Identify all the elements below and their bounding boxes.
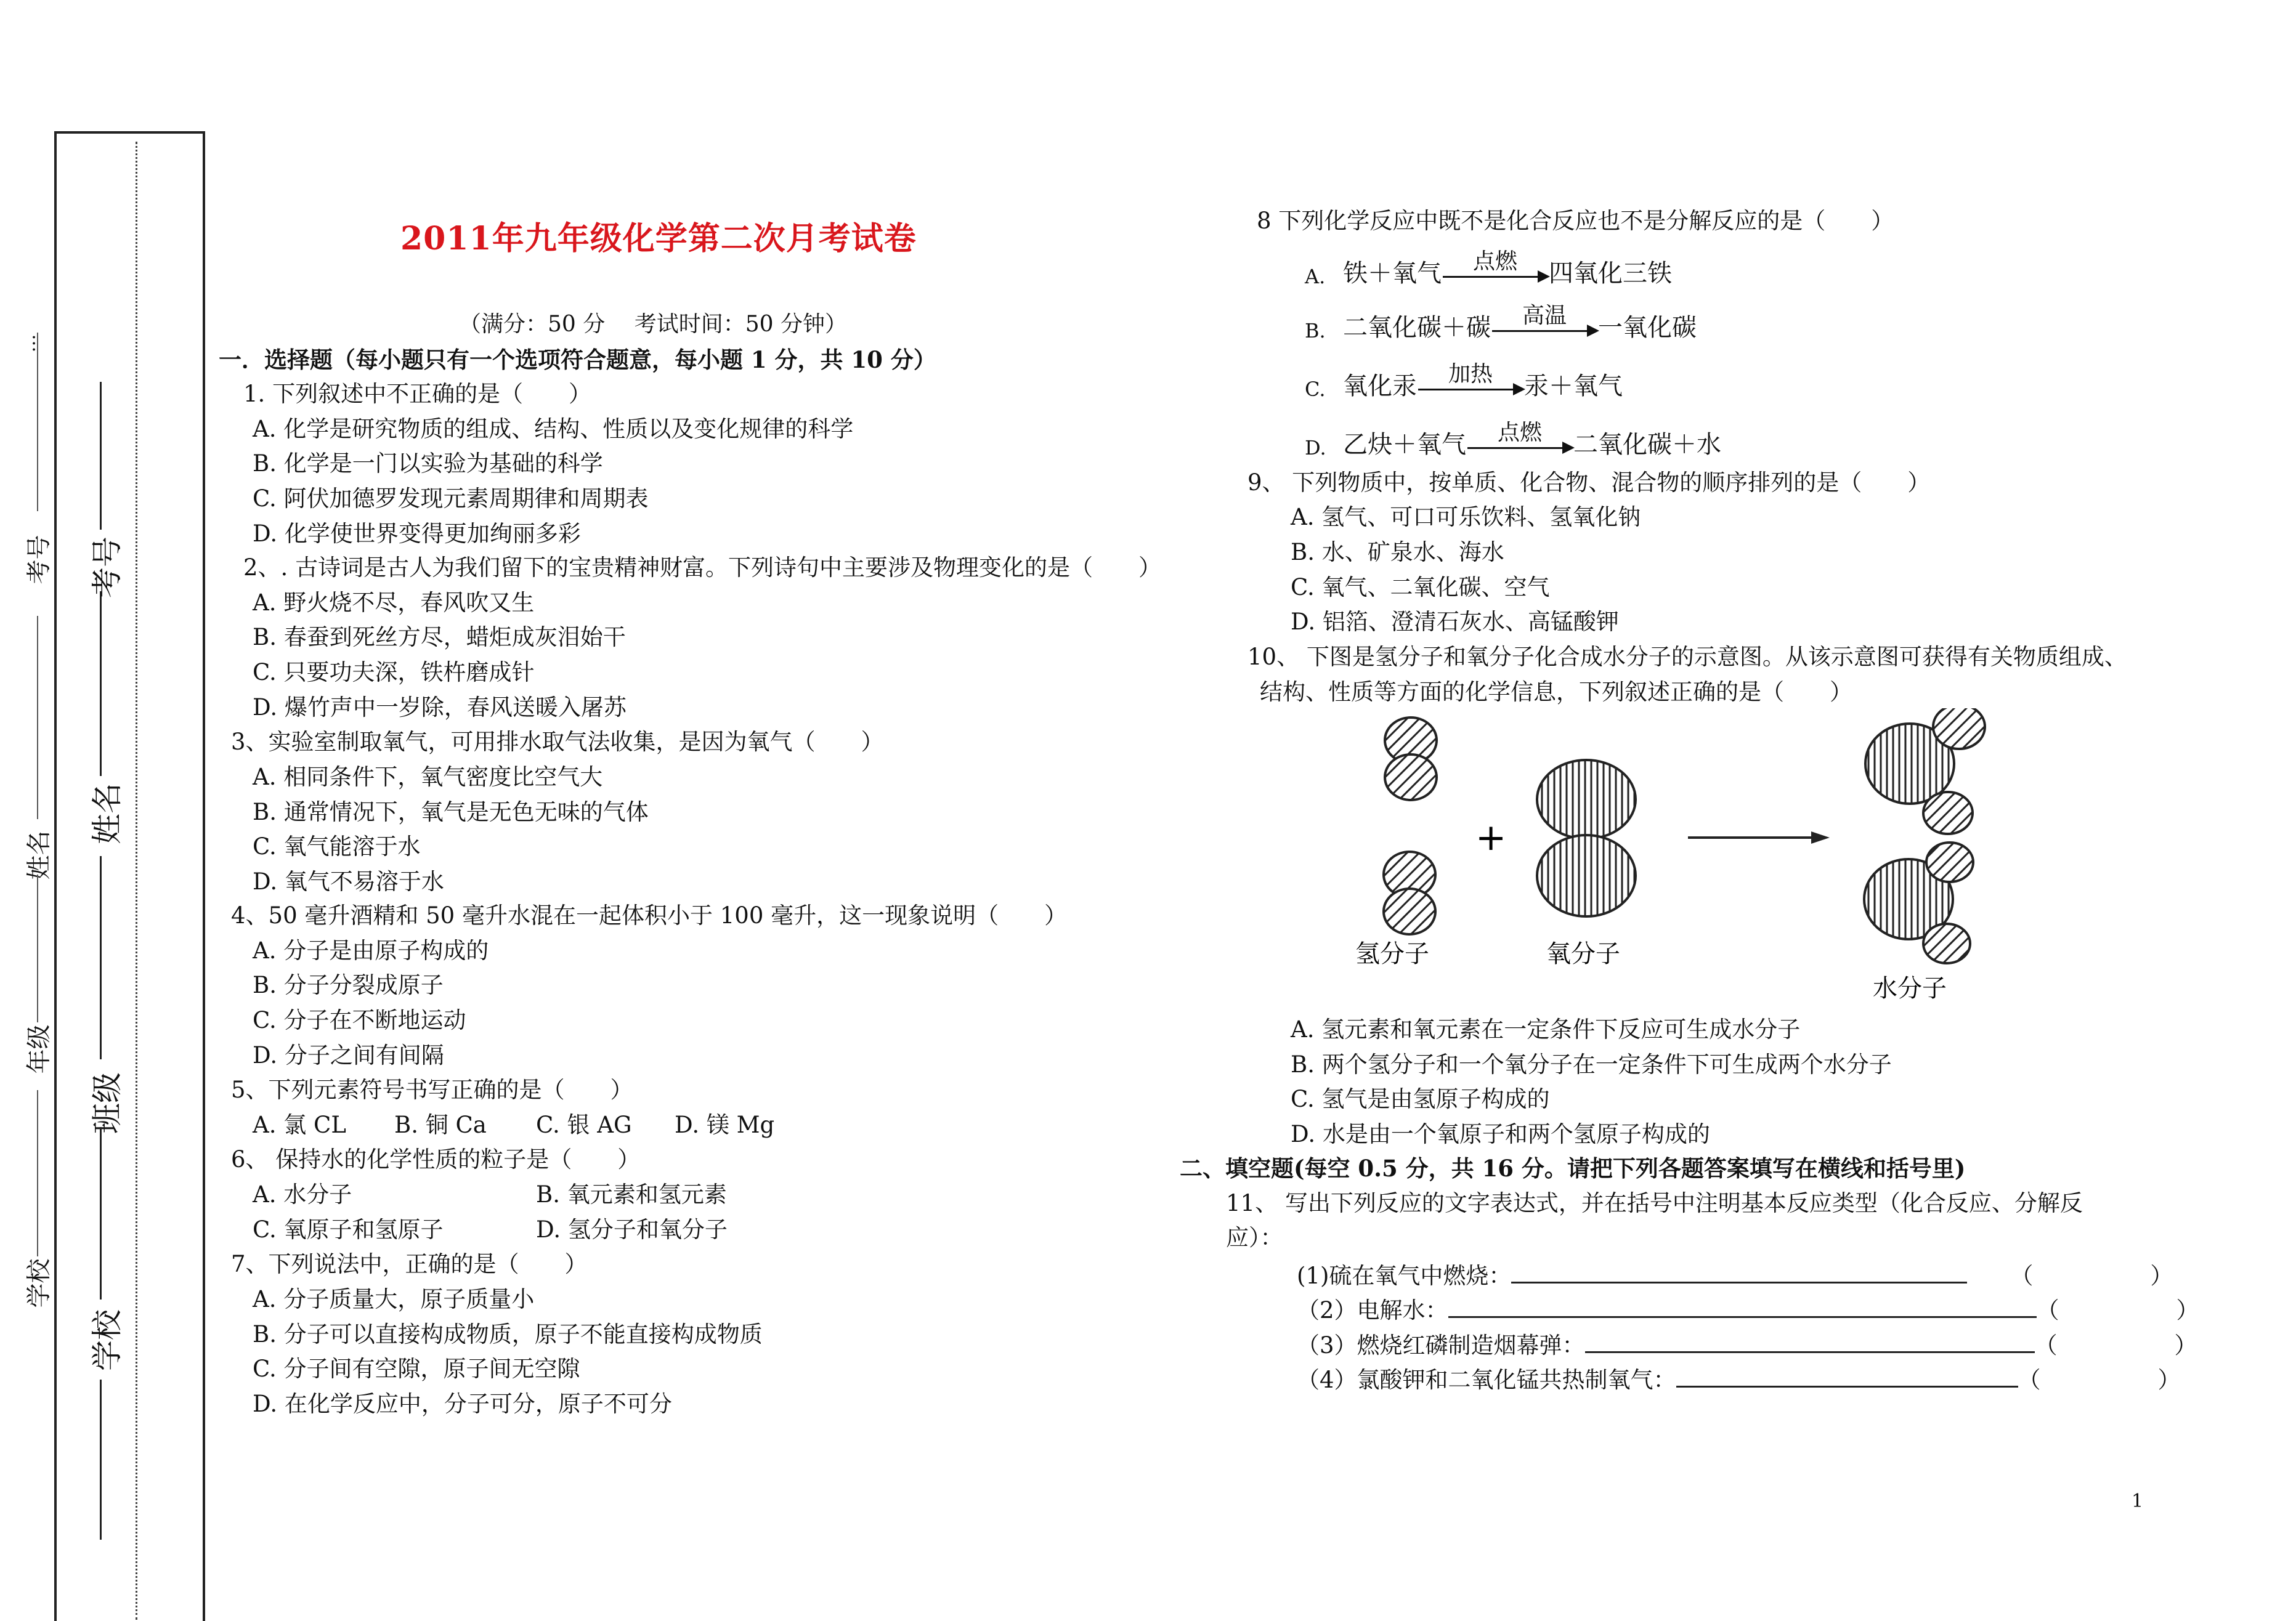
q7-stem: 7、下列说法中，正确的是（ ） [231, 1251, 588, 1277]
q4-option-c[interactable]: C. 分子在不断地运动 [253, 1007, 466, 1033]
q8-option-d-products: 二氧化碳＋水 [1573, 431, 1721, 459]
fill-line-name-small [37, 616, 38, 819]
page-title: 2011年九年级化学第二次月考试卷 [400, 220, 917, 257]
q5-option-d[interactable]: D. 镁 Mg [675, 1112, 775, 1138]
q3-stem: 3、实验室制取氧气，可用排水取气法收集，是因为氧气（ ） [231, 729, 884, 755]
q3-option-c[interactable]: C. 氧气能溶于水 [253, 833, 421, 860]
section1-heading: 一．选择题（每小题只有一个选项符合题意，每小题 1 分，共 10 分） [219, 346, 936, 373]
q11-item-1-answer-blank[interactable] [1511, 1259, 1967, 1283]
q6-option-a[interactable]: A. 水分子 [253, 1181, 352, 1208]
q8-option-a-condition: 点燃 [1472, 249, 1517, 274]
label-water-molecule: 水分子 [1873, 974, 1947, 1003]
q5-stem: 5、下列元素符号书写正确的是（ ） [231, 1077, 633, 1103]
q3-option-d[interactable]: D. 氧气不易溶于水 [253, 868, 444, 895]
q4-option-d[interactable]: D. 分子之间有间隔 [253, 1042, 444, 1069]
q11-item-3 [1297, 1329, 2197, 1359]
q9-stem: 9、 下列物质中，按单质、化合物、混合物的顺序排列的是（ ） [1247, 469, 1931, 496]
q3-option-b[interactable]: B. 通常情况下，氧气是无色无味的气体 [253, 799, 649, 825]
q11-item-1-paren-close: ） [2150, 1263, 2173, 1289]
q2-option-c[interactable]: C. 只要功夫深，铁杵磨成针 [253, 659, 535, 685]
q6-option-d[interactable]: D. 氢分子和氧分子 [536, 1216, 728, 1243]
q10-option-a[interactable]: A. 氢元素和氧元素在一定条件下反应可生成水分子 [1291, 1016, 1801, 1043]
label-school-small: 学校 [25, 1258, 54, 1308]
q11-item-3-paren-open: （ [2034, 1332, 2058, 1359]
q11-item-2-paren-close: ） [2176, 1297, 2199, 1324]
label-school: 学校 [89, 1309, 125, 1371]
q11-stem-line1: 11、 写出下列反应的文字表达式，并在括号中注明基本反应类型（化合反应、分解反 [1226, 1190, 2083, 1216]
label-exam-number-small: 考号 [25, 535, 54, 584]
q1-option-a[interactable]: A. 化学是研究物质的组成、结构、性质以及变化规律的科学 [253, 416, 854, 442]
q2-option-d[interactable]: D. 爆竹声中一岁除，春风送暖入屠苏 [253, 694, 627, 721]
q9-option-c[interactable]: C. 氧气、二氧化碳、空气 [1291, 574, 1550, 600]
label-exam-number: 考号 [89, 536, 125, 598]
page-number: 1 [2132, 1490, 2144, 1512]
q6-option-b[interactable]: B. 氧元素和氢元素 [536, 1181, 727, 1208]
q11-item-1 [1297, 1259, 2173, 1290]
fill-line-school-small [37, 1090, 38, 1256]
q8-option-a-products: 四氧化三铁 [1549, 259, 1672, 288]
fill-line-school-a[interactable] [100, 1127, 102, 1300]
q2-option-b[interactable]: B. 春蚕到死丝方尽，蜡炬成灰泪始干 [253, 624, 626, 650]
q11-item-2-paren-open: （ [2036, 1297, 2059, 1324]
q9-option-a[interactable]: A. 氢气、可口可乐饮料、氢氧化钠 [1291, 504, 1641, 530]
q7-option-b[interactable]: B. 分子可以直接构成物质，原子不能直接构成物质 [253, 1321, 763, 1348]
label-name-small: 姓名 [25, 830, 54, 880]
q10-stem-line2: 结构、性质等方面的化学信息，下列叙述正确的是（ ） [1260, 679, 1852, 705]
q8-option-c-products: 汞＋氧气 [1524, 372, 1623, 400]
q8-option-a[interactable] [1305, 249, 1672, 289]
q11-item-2-label: （2）电解水： [1297, 1297, 1448, 1324]
section2-heading: 二、填空题(每空 0.5 分，共 16 分。请把下列各题答案填写在横线和括号里) [1180, 1155, 1966, 1182]
q11-item-3-paren-close: ） [2174, 1332, 2197, 1359]
label-class: 班级 [89, 1072, 125, 1134]
hydrogen-molecule-icon [1384, 852, 1435, 934]
q8-option-d-reactants: 乙炔＋氧气 [1343, 431, 1466, 459]
q8-option-b-reactants: 二氧化碳＋碳 [1343, 313, 1491, 342]
q11-item-2-answer-blank[interactable] [1448, 1294, 2037, 1318]
q8-stem: 8 下列化学反应中既不是化合反应也不是分解反应的是（ ） [1257, 208, 1894, 234]
q11-item-4-paren-open: （ [2018, 1367, 2041, 1393]
q4-option-b[interactable]: B. 分子分裂成原子 [253, 972, 444, 998]
binding-strip [54, 131, 205, 1621]
fill-line-exam-number-small [37, 333, 38, 511]
q8-option-c-letter: C. [1305, 378, 1326, 401]
q8-option-d-condition: 点燃 [1497, 420, 1542, 445]
q10-option-d[interactable]: D. 水是由一个氧原子和两个氢原子构成的 [1291, 1121, 1710, 1147]
q9-option-b[interactable]: B. 水、矿泉水、海水 [1291, 539, 1504, 565]
q7-option-c[interactable]: C. 分子间有空隙，原子间无空隙 [253, 1356, 580, 1382]
reaction-arrow-icon [1467, 420, 1572, 458]
q6-option-c[interactable]: C. 氧原子和氢原子 [253, 1216, 444, 1243]
q10-option-c[interactable]: C. 氢气是由氢原子构成的 [1291, 1086, 1550, 1112]
q2-stem: 2、. 古诗词是古人为我们留下的宝贵精神财富。下列诗句中主要涉及物理变化的是（ ） [243, 554, 1162, 581]
q9-option-d[interactable]: D. 铝箔、澄清石灰水、高锰酸钾 [1291, 608, 1619, 635]
q4-option-a[interactable]: A. 分子是由原子构成的 [253, 937, 489, 964]
reaction-arrow-icon [1418, 362, 1523, 400]
q5-option-b[interactable]: B. 铜 Ca [394, 1112, 487, 1138]
label-oxygen-molecule: 氧分子 [1546, 940, 1620, 968]
water-molecule-icon [1865, 708, 1985, 834]
q2-option-a[interactable]: A. 野火烧不尽，春风吹又生 [253, 589, 535, 616]
q11-item-4-paren-close: ） [2157, 1367, 2181, 1393]
q7-option-a[interactable]: A. 分子质量大，原子质量小 [253, 1286, 535, 1312]
q10-stem-line1: 10、 下图是氢分子和氧分子化合成水分子的示意图。从该示意图可获得有关物质组成、 [1247, 644, 2127, 670]
q11-item-4-answer-blank[interactable] [1676, 1364, 2018, 1388]
q8-option-b-letter: B. [1305, 319, 1326, 342]
q1-option-d[interactable]: D. 化学使世界变得更加绚丽多彩 [253, 520, 581, 547]
q5-option-c[interactable]: C. 银 AG [536, 1112, 632, 1138]
q6-stem: 6、 保持水的化学性质的粒子是（ ） [231, 1146, 641, 1173]
water-molecule-icon [1864, 843, 1973, 963]
label-dots: … [18, 334, 40, 353]
q7-option-d[interactable]: D. 在化学反应中，分子可分，原子不可分 [253, 1391, 672, 1417]
fill-line-grade-small [37, 875, 38, 1022]
q11-item-1-paren-open: （ [2010, 1263, 2034, 1289]
q11-item-4-label: （4）氯酸钾和二氧化锰共热制氧气： [1297, 1367, 1676, 1393]
reaction-arrow-icon [1688, 831, 1830, 844]
q8-option-c-condition: 加热 [1448, 362, 1493, 387]
fill-line-class[interactable] [100, 856, 102, 1059]
molecule-diagram [1343, 708, 2236, 1004]
q5-option-a[interactable]: A. 氯 CL [253, 1112, 346, 1138]
q8-option-d[interactable] [1305, 420, 1721, 460]
q11-item-3-answer-blank[interactable] [1585, 1329, 2035, 1353]
q10-option-b[interactable]: B. 两个氢分子和一个氧分子在一定条件下可生成两个水分子 [1291, 1051, 1892, 1078]
dotted-cut-line [136, 142, 137, 1620]
fill-line-name[interactable] [100, 591, 102, 776]
q8-option-a-letter: A. [1305, 265, 1326, 288]
q8-option-b[interactable] [1305, 303, 1697, 343]
label-name: 姓名 [89, 783, 125, 844]
q11-stem-line2: 应）： [1226, 1224, 1283, 1251]
oxygen-molecule-icon [1537, 760, 1636, 916]
hydrogen-molecule-icon [1385, 718, 1437, 800]
q11-item-1-label: (1)硫在氧气中燃烧： [1297, 1263, 1512, 1289]
fill-line-exam-number[interactable] [100, 382, 102, 530]
q11-item-2 [1297, 1294, 2199, 1324]
label-hydrogen-molecule: 氢分子 [1355, 940, 1429, 968]
q8-option-a-reactants: 铁＋氧气 [1343, 259, 1442, 288]
q11-item-4 [1297, 1364, 2181, 1394]
q8-option-c-reactants: 氧化汞 [1343, 372, 1417, 400]
reaction-arrow-icon [1492, 303, 1597, 341]
reaction-arrow-icon [1443, 249, 1548, 287]
q11-item-3-label: （3）燃烧红磷制造烟幕弹： [1297, 1332, 1585, 1359]
q8-option-b-condition: 高温 [1522, 303, 1567, 328]
q3-option-a[interactable]: A. 相同条件下，氧气密度比空气大 [253, 764, 603, 790]
q8-option-d-letter: D. [1305, 436, 1326, 459]
q1-stem: 1. 下列叙述中不正确的是（ ） [243, 381, 592, 407]
q1-option-c[interactable]: C. 阿伏加德罗发现元素周期律和周期表 [253, 485, 649, 512]
q8-option-b-products: 一氧化碳 [1598, 313, 1697, 342]
q4-stem: 4、50 毫升酒精和 50 毫升水混在一起体积小于 100 毫升，这一现象说明（ ） [231, 902, 1068, 929]
exam-meta: （满分：50 分 考试时间：50 分钟） [459, 312, 847, 337]
q1-option-b[interactable]: B. 化学是一门以实验为基础的科学 [253, 450, 603, 477]
plus-sign: + [1475, 816, 1507, 859]
q8-option-c[interactable] [1305, 362, 1623, 402]
label-grade-small: 年级 [25, 1024, 54, 1074]
fill-line-school-b[interactable] [100, 1380, 102, 1540]
